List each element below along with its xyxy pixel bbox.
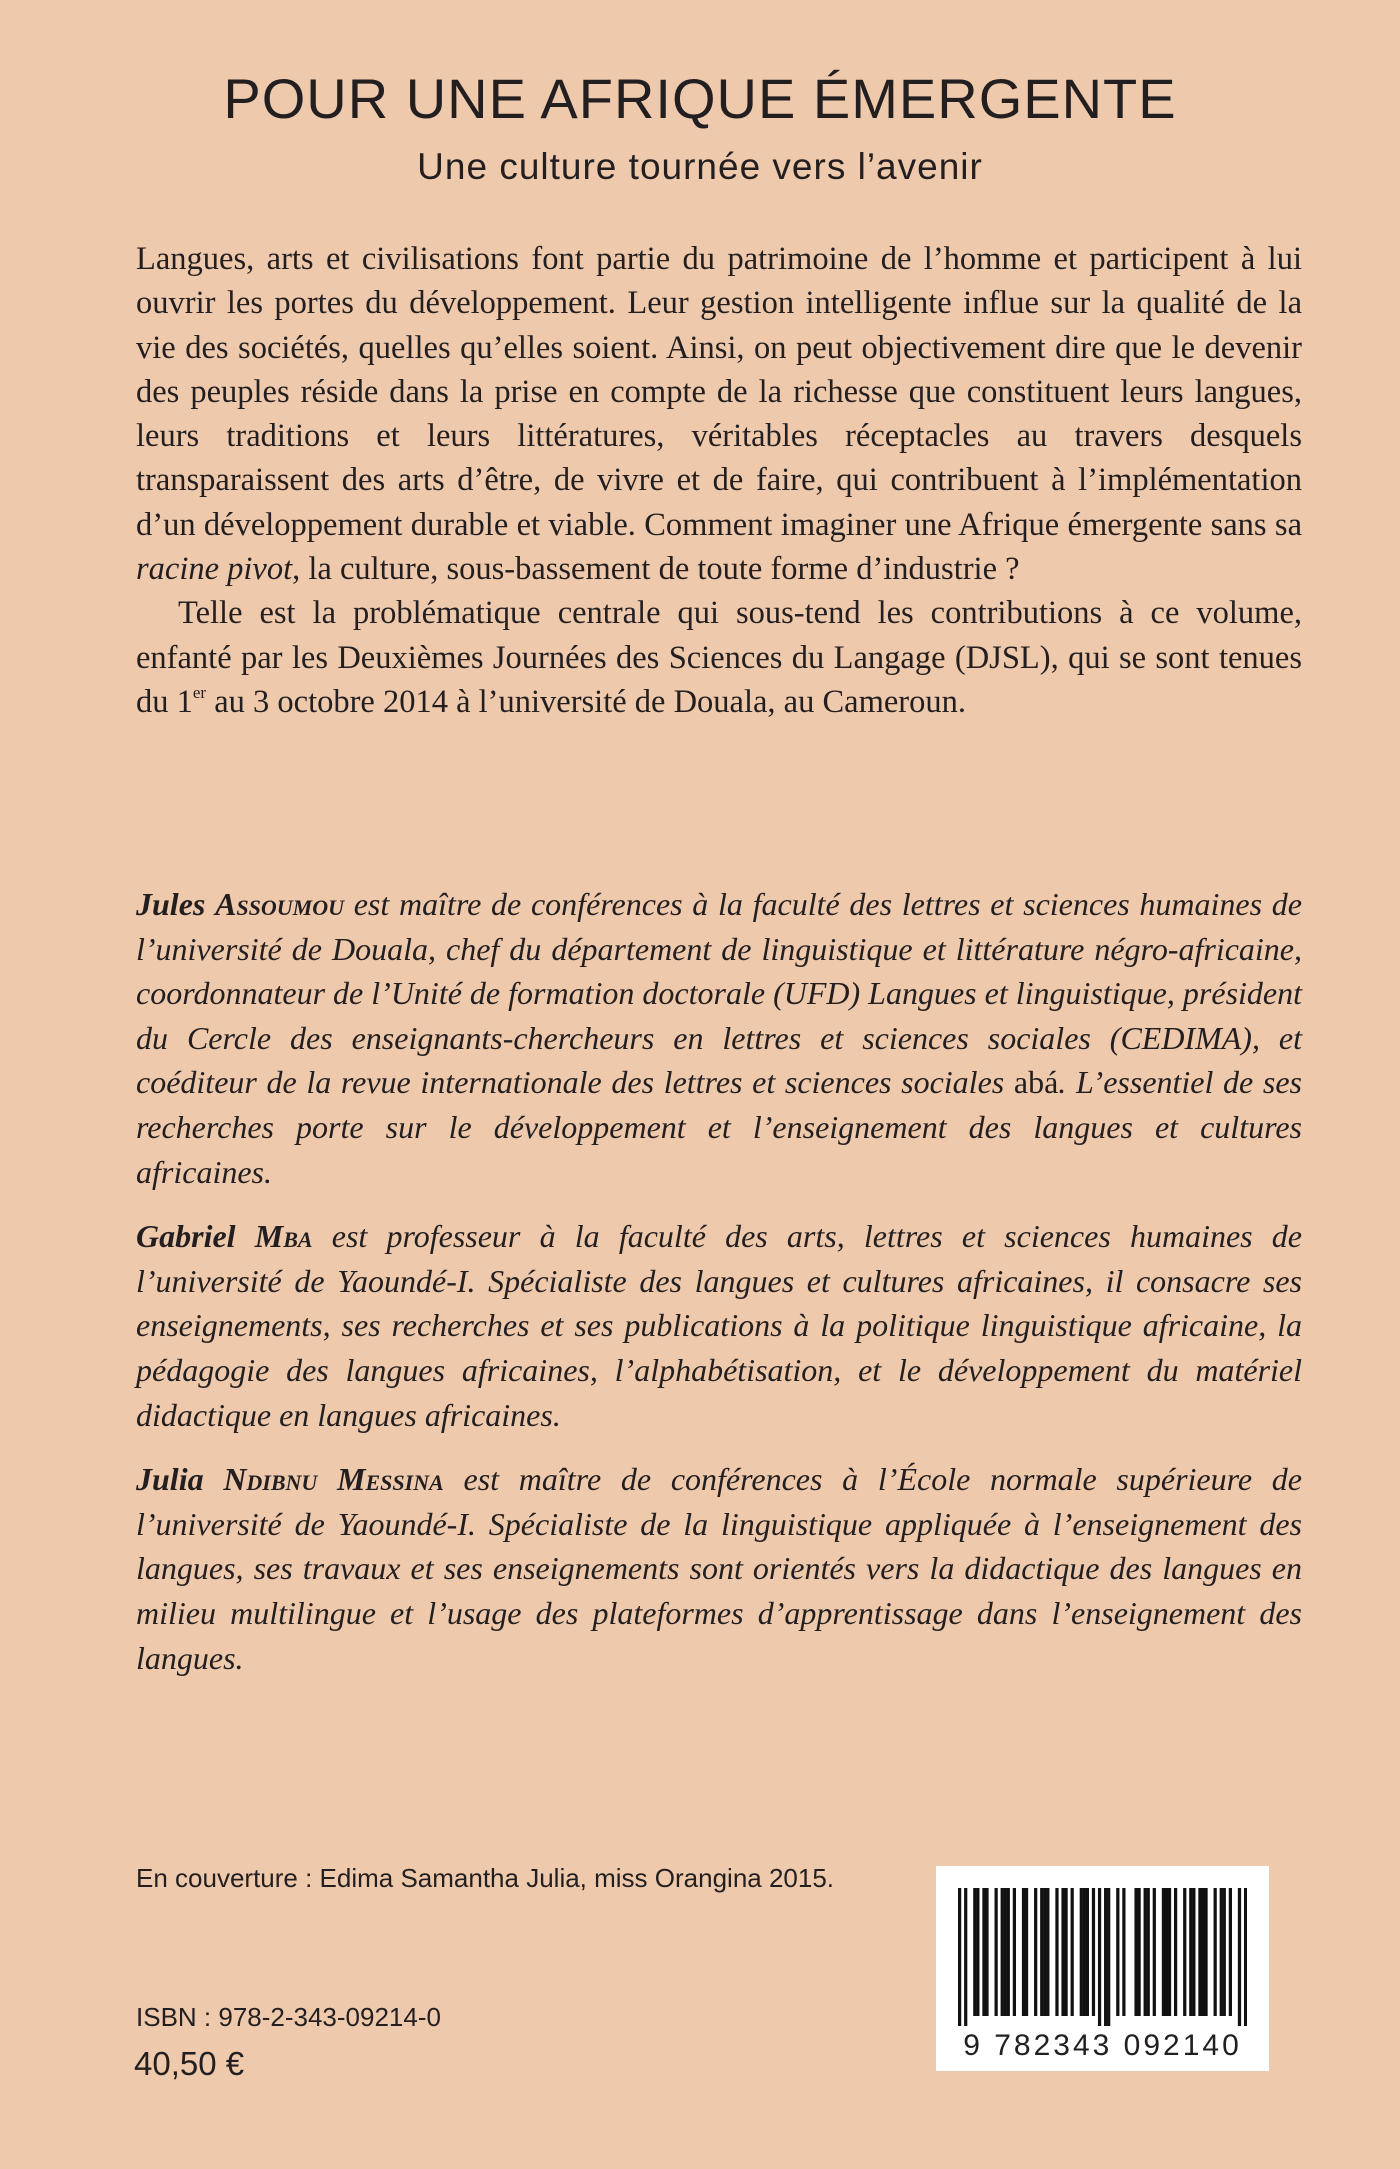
barcode-bar	[1055, 1888, 1058, 2016]
barcode-bar	[1201, 1888, 1204, 2016]
barcode-bar	[1244, 1888, 1247, 2026]
barcode-bar	[1220, 1888, 1223, 2016]
barcode-bar	[1022, 1888, 1025, 2016]
barcode-digits: 9 782343 092140	[963, 2029, 1242, 2062]
ordinal-superscript: er	[192, 682, 207, 702]
barcode-bar	[976, 1888, 979, 2016]
author-bio: Julia Ndibnu Messina est maître de conférences à l’École normale supérieure de l’université de Yaoundé-I. Spécialiste de la linguistique appliquée à l’enseignement des langues, ses travaux et ses enseignements sont orientés vers la didactique des langues en milieu multilingue et l’usage des plateformes d’apprentissage dans l’enseignement des langues.	[136, 1461, 1303, 1676]
barcode-bar	[1001, 1888, 1004, 2016]
author-name: Julia Ndibnu Messina	[136, 1461, 444, 1498]
barcode-bar	[1192, 1888, 1195, 2016]
barcode-bar	[1080, 1888, 1083, 2016]
barcode-bar	[1046, 1888, 1049, 2016]
author-bios	[136, 882, 1302, 1700]
book-title: POUR UNE AFRIQUE ÉMERGENTE	[223, 67, 1177, 130]
barcode-bar	[985, 1888, 988, 2016]
description	[136, 237, 1302, 724]
barcode-bar	[958, 1888, 961, 2026]
author-bio: Jules Assoumou est maître de conférences à la faculté des lettres et sciences humaines de l’université de Douala, chef du département de linguistique et littérature négro-africaine, coordonnateur de l’Unité de formation doctorale (UFD) Langues et linguistique, président du Cercle des enseignants-chercheurs en lettres et sciences sociales (CEDIMA), et coéditeur de la revue internationale des lettres et sciences sociales abá. L’essentiel de ses recherches porte sur le développement et l’enseignement des langues et cultures africaines.	[136, 886, 1303, 1190]
barcode-bar	[1116, 1888, 1119, 2016]
barcode	[936, 1866, 1269, 2071]
barcode-bar	[1104, 1888, 1107, 2026]
barcode-bar	[1013, 1888, 1016, 2016]
barcode-bar	[1147, 1888, 1150, 2016]
description-paragraph-1: Langues, arts et civilisations font partie du patrimoine de l’homme et participent à lui ouvrir les portes du développement. Leur gestion intelligente influe sur la qualité de la vie des sociétés, quelles qu’elles soient. Ainsi, on peut objectivement dire que le devenir des peuples réside dans la prise en compte de la richesse que constituent leurs langues, leurs traditions et leurs littératures, véritables réceptacles au travers desquels transparaissent des arts d’être, de vivre et de faire, qui contribuent à l’implémentation d’un développement durable et viable. Comment imaginer une Afrique émergente sans sa racine pivot, la culture, sous-bassement de toute forme d’industrie ?	[136, 241, 1302, 588]
barcode-bar	[1071, 1888, 1074, 2016]
barcode-bar	[1238, 1888, 1241, 2026]
barcode-bar	[1061, 1888, 1064, 2016]
barcode-bar	[1174, 1888, 1177, 2016]
barcode-bar	[1098, 1888, 1101, 2026]
barcode-bar	[1153, 1888, 1156, 2016]
barcode-bar	[964, 1888, 967, 2026]
barcode-bar	[1040, 1888, 1043, 2016]
barcode-bar	[1083, 1888, 1086, 2016]
barcode-bar	[1168, 1888, 1171, 2016]
barcode-bar	[1134, 1888, 1137, 2016]
barcode-bar	[1043, 1888, 1046, 2016]
barcode-bar	[982, 1888, 985, 2016]
barcode-bar	[1092, 1888, 1095, 2016]
author-name: Gabriel Mba	[136, 1218, 313, 1255]
barcode-bar	[1204, 1888, 1207, 2016]
barcode-bar	[1004, 1888, 1007, 2016]
barcode-bar	[1223, 1888, 1226, 2016]
barcode-bar	[1034, 1888, 1037, 2016]
price: 40,50 €	[134, 2045, 245, 2082]
barcode-bar	[1025, 1888, 1028, 2016]
barcode-bar	[1086, 1888, 1089, 2016]
book-subtitle: Une culture tournée vers l’avenir	[417, 146, 983, 187]
barcode-bar	[1189, 1888, 1192, 2016]
journal-name: abá	[1013, 1064, 1059, 1101]
barcode-bar	[1144, 1888, 1147, 2016]
barcode-bar	[1007, 1888, 1010, 2016]
barcode-bar	[1162, 1888, 1165, 2016]
barcode-bar	[1183, 1888, 1186, 2016]
barcode-bar	[973, 1888, 976, 2016]
barcode-bar	[1198, 1888, 1201, 2016]
isbn: ISBN : 978-2-343-09214-0	[136, 2002, 441, 2032]
barcode-bar	[1229, 1888, 1232, 2016]
author-bio: Gabriel Mba est professeur à la faculté des arts, lettres et sciences humaines de l’université de Yaoundé-I. Spécialiste des langues et cultures africaines, il consacre ses enseignements, ses recherches et ses publications à la politique linguistique africaine, la pédagogie des langues africaines, l’alphabétisation, et le développement du matériel didactique en langues africaines.	[136, 1218, 1303, 1433]
barcode-bar	[1064, 1888, 1067, 2016]
emphasis-text: racine pivot	[136, 551, 293, 588]
barcode-bar	[995, 1888, 998, 2016]
barcode-icon	[958, 1888, 1247, 2026]
author-name: Jules Assoumou	[136, 886, 344, 922]
barcode-bar	[1107, 1888, 1110, 2026]
barcode-bar	[1122, 1888, 1125, 2016]
barcode-bar	[1137, 1888, 1140, 2016]
cover-credit: En couverture : Edima Samantha Julia, miss Orangina 2015.	[136, 1863, 835, 1893]
barcode-bar	[1165, 1888, 1168, 2016]
description-paragraph-2: Telle est la problématique centrale qui sous-tend les contributions à ce volume, enfanté par les Deuxièmes Journées des Sciences du Langage (DJSL), qui se sont tenues du 1er au 3 octobre 2014 à l’université de Douala, au Cameroun.	[136, 595, 1302, 720]
barcode-bar	[1214, 1888, 1217, 2016]
